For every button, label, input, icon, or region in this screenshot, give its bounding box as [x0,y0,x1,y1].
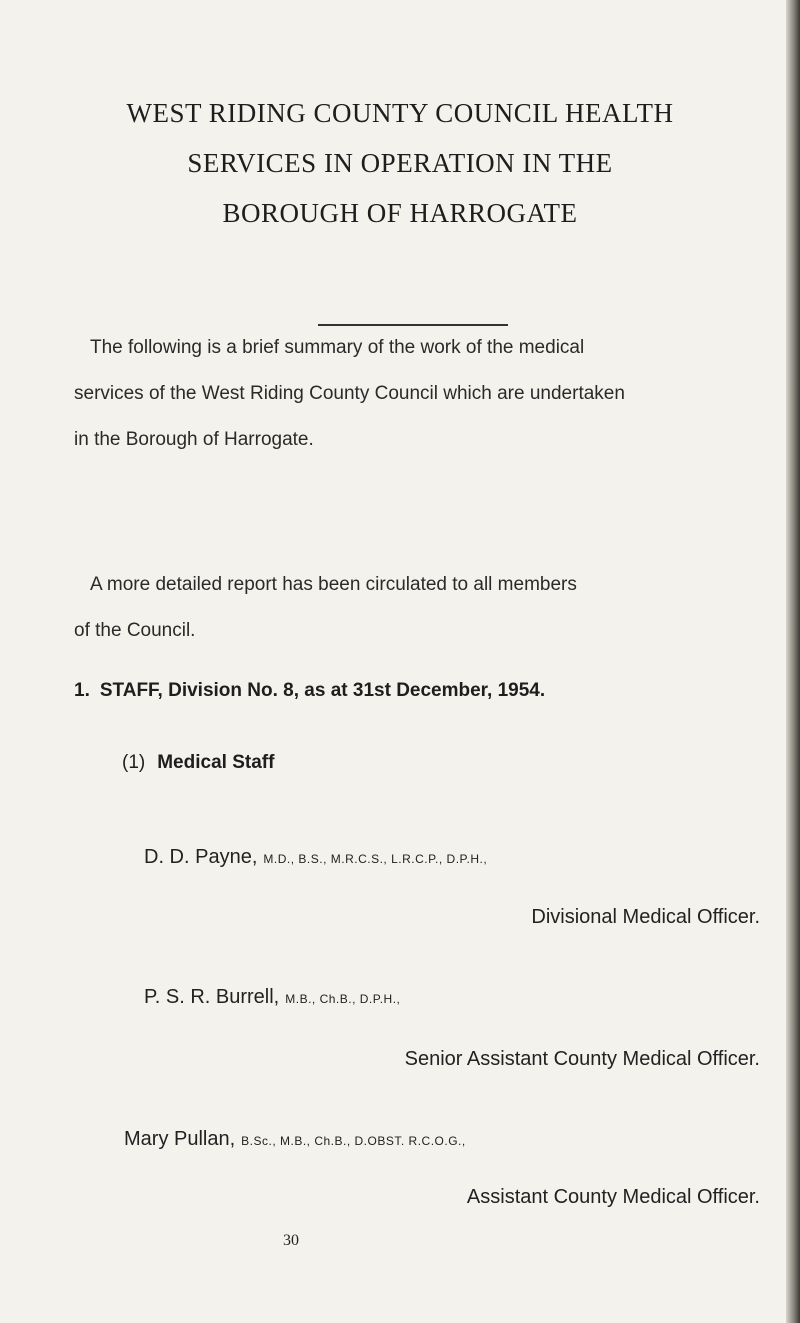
title-line-1: WEST RIDING COUNTY COUNCIL HEALTH [126,98,674,128]
staff-role-1: Divisional Medical Officer. [531,906,760,928]
subsection-title: Medical Staff [157,752,275,773]
note-line-1: A more detailed report has been circulated to all members [90,574,577,595]
section-title: STAFF, Division No. 8, as at 31st December, 1954. [99,680,546,701]
staff-name-2 [144,986,400,1009]
page-number: 30 [283,1232,299,1249]
staff-name-3 [124,1128,466,1151]
section-heading [74,680,545,702]
title-line-2: SERVICES IN OPERATION IN THE [187,148,613,178]
intro-line-3: in the Borough of Harrogate. [74,429,314,450]
intro-line-1: The following is a brief summary of the work of the medical [90,337,585,358]
note-paragraph [74,562,764,654]
staff-qualifications: B.Sc., M.B., Ch.B., D.OBST. R.C.O.G., [241,1134,466,1148]
staff-name: P. S. R. Burrell, [144,986,280,1008]
staff-qualifications: M.B., Ch.B., D.P.H., [285,992,401,1006]
intro-paragraph [74,325,764,463]
note-line-2: of the Council. [74,620,196,641]
section-number: 1. [74,680,90,701]
intro-line-2: services of the West Riding County Council which are undertaken [74,383,625,404]
subsection-number: (1) [122,752,146,773]
staff-name: Mary Pullan, [124,1128,236,1150]
staff-name-1 [144,846,487,869]
staff-role-3: Assistant County Medical Officer. [466,1186,760,1208]
staff-role-2: Senior Assistant County Medical Officer. [404,1048,760,1070]
staff-qualifications: M.D., B.S., M.R.C.S., L.R.C.P., D.P.H., [263,852,488,866]
document-title [60,88,740,238]
page-edge-shadow [786,0,800,1323]
subsection-heading [122,752,274,774]
title-line-3: BOROUGH OF HARROGATE [222,198,578,228]
staff-name: D. D. Payne, [144,846,258,868]
